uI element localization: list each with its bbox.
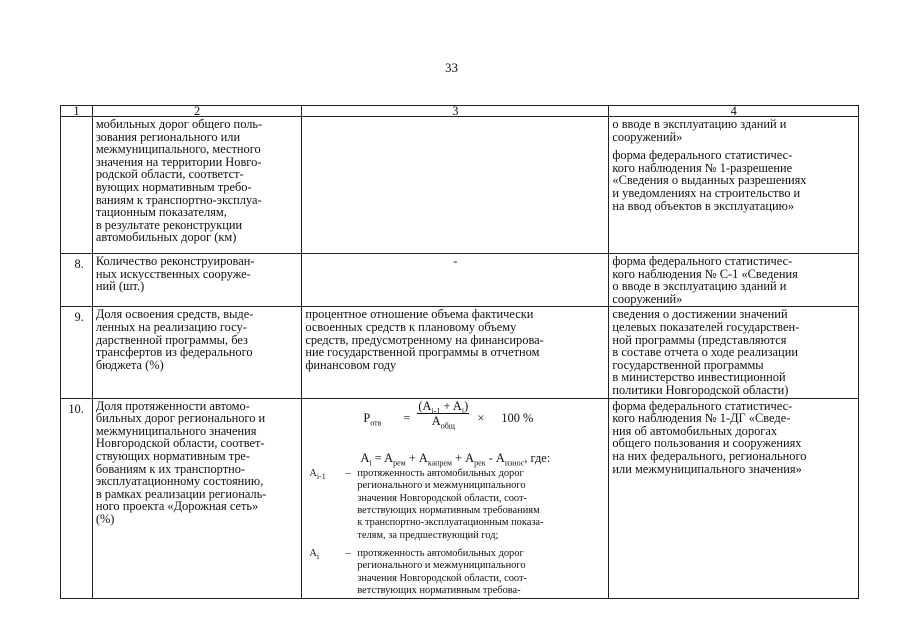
text-line: на ввод объектов в эксплуатацию» <box>612 198 795 213</box>
text-line: тационным показателям, <box>95 205 227 220</box>
text-line: эксплуатационному состоянию, <box>95 474 264 489</box>
table-row-9 <box>61 307 859 398</box>
header-col-3: 3 <box>302 106 609 117</box>
page-number: 33 <box>445 60 458 75</box>
header-col-4: 4 <box>609 106 859 117</box>
table-header-row <box>61 106 859 117</box>
text-line: о вводе в эксплуатацию зданий и <box>612 117 787 131</box>
text-line: и уведомлениях на строительство и <box>612 185 801 200</box>
indicator-name-text <box>96 308 299 371</box>
text-line: форма федерального статистичес- <box>612 148 793 163</box>
text-line: ствующих нормативным тре- <box>95 448 251 463</box>
text-line: Доля протяженности автомо- <box>95 398 250 413</box>
row-number-cell <box>61 254 93 307</box>
text-line: форма федерального статистичес- <box>612 398 793 413</box>
text-line: ленных на реализацию госу- <box>95 319 247 334</box>
formula-denominator: $A_{общ}$ <box>431 414 455 431</box>
source-text-a <box>612 118 855 143</box>
text-line: протяженность автомобильных дорог <box>357 468 524 480</box>
text-line: сооружений» <box>612 129 683 144</box>
formula-numerator: $(A_{i-1} + A_i)$ <box>418 398 469 415</box>
text-line: регионального и межмуниципального <box>357 480 526 492</box>
text-line: сведения о достижении значений <box>612 307 788 322</box>
legend-symbol: $A_i$ <box>309 547 320 561</box>
text-line: ние государственной программы в отчетном <box>305 345 540 360</box>
text-line: (%) <box>95 511 115 526</box>
text-line: общего пользования и сооружениях <box>612 436 802 451</box>
text-line: ных искусственных сооруже- <box>95 266 251 281</box>
source-text-b <box>612 149 855 212</box>
header-col-1: 1 <box>61 106 93 117</box>
sum-formula: $A_i = A_{рем} + A_{капрем} + A_{рек} - A_{износ}$, где: <box>360 450 551 467</box>
formula-equals: = <box>403 410 411 425</box>
text-line: сооружений» <box>612 291 683 306</box>
indicator-name-cell <box>92 398 302 599</box>
legend-dash: – <box>345 547 351 559</box>
indicator-name-cell <box>92 117 302 254</box>
row-number: 8. <box>74 257 84 271</box>
text-line: в министерство инвестиционной <box>612 370 786 385</box>
row-number-cell <box>61 117 93 254</box>
text-line: мобильных дорог общего поль- <box>95 117 263 131</box>
text-line: значения Новгородской области, соот- <box>357 572 527 584</box>
indicator-name-text <box>96 118 299 244</box>
text-line: «Сведения о выданных разрешениях <box>612 173 807 188</box>
method-cell <box>302 398 609 599</box>
text-line: или межмуниципального значения» <box>612 461 802 476</box>
formula-lhs: $P_{отв}$ <box>363 410 382 427</box>
text-line: средств, предусмотренному на финансирова- <box>305 332 544 347</box>
text-line: освоенных средств к плановому объему <box>305 319 517 334</box>
table-row-8 <box>61 254 859 307</box>
source-text <box>612 255 855 305</box>
text-line: значения на территории Новго- <box>95 154 262 169</box>
source-text <box>612 400 855 476</box>
indicator-name-text <box>96 255 299 293</box>
text-line: кого наблюдения № С-1 «Сведения <box>612 266 798 281</box>
text-line: бованиям к их транспортно- <box>95 461 246 476</box>
text-line: Доля освоения средств, выде- <box>95 307 254 322</box>
text-line: на них федерального, регионального <box>612 448 807 463</box>
text-line: Новгородской области, соответ- <box>95 436 265 451</box>
text-line: трансфертов из федерального <box>95 345 253 360</box>
text-line: политики Новгородской области) <box>612 382 789 397</box>
method-text <box>305 308 605 371</box>
row-number: 10. <box>68 401 84 416</box>
row-number-cell <box>61 398 93 599</box>
legend-symbol: $A_{i-1}$ <box>309 468 326 482</box>
text-line: в составе отчета о ходе реализации <box>612 345 798 360</box>
legend-text <box>357 548 605 597</box>
text-line: государственной программы <box>612 357 764 372</box>
text-line: автомобильных дорог (км) <box>95 230 237 245</box>
formula <box>305 400 605 452</box>
indicator-name-cell <box>92 307 302 398</box>
text-line: к транспортно-эксплуатационным показа- <box>357 517 544 529</box>
text-line: ной программы (представляются <box>612 332 787 347</box>
table-row-continuation <box>61 117 859 254</box>
text-line: Количество реконструирован- <box>95 254 255 268</box>
row-number-cell <box>61 307 93 398</box>
method-cell <box>302 307 609 398</box>
text-line: вующих нормативным требо- <box>95 179 252 194</box>
text-line: регионального и межмуниципального <box>357 560 526 572</box>
source-cell <box>609 398 859 599</box>
text-line: процентное отношение объема фактически <box>305 307 534 322</box>
text-line: телям, за предшествующий год; <box>357 529 499 541</box>
text-line: протяженность автомобильных дорог <box>357 547 524 559</box>
method-cell <box>302 117 609 254</box>
method-cell <box>302 254 609 307</box>
formula-legend <box>305 468 605 597</box>
text-line: в результате реконструкции <box>95 217 243 232</box>
indicator-name-cell <box>92 254 302 307</box>
legend-dash: – <box>345 468 351 480</box>
legend-text <box>357 468 605 542</box>
text-line: о вводе в эксплуатацию зданий и <box>612 279 787 294</box>
source-cell <box>609 117 859 254</box>
text-line: межмуниципального, местного <box>95 142 261 157</box>
text-line: финансовом году <box>305 357 397 372</box>
text-line: ваниям к транспортно-эксплуа- <box>95 192 262 207</box>
text-line: ветствующих нормативным требованиям <box>357 505 540 517</box>
text-line: ния об автомобильных дорогах <box>612 423 778 438</box>
method-dash: - <box>453 254 458 268</box>
text-line: ний (шт.) <box>95 279 145 294</box>
row-number: 9. <box>74 310 84 325</box>
text-line: кого наблюдения № 1-ДГ «Сведе- <box>612 411 791 426</box>
text-line: зования регионального или <box>95 129 241 144</box>
text-line: родской области, соответст- <box>95 167 244 182</box>
text-line: бильных дорог регионального и <box>95 411 266 426</box>
text-line: значения Новгородской области, соот- <box>357 492 527 504</box>
text-line: кого наблюдения № 1-разрешение <box>612 160 793 175</box>
text-line: ветствующих нормативным требова- <box>357 584 521 596</box>
text-line: форма федерального статистичес- <box>612 254 793 268</box>
text-line: ного проекта «Дорожная сеть» <box>95 499 259 514</box>
table-row-10 <box>61 398 859 599</box>
indicator-name-text <box>96 400 299 526</box>
text-line: дарственной программы, без <box>95 332 248 347</box>
formula-fraction <box>417 398 469 431</box>
text-line: межмуниципального значения <box>95 423 257 438</box>
source-cell <box>609 254 859 307</box>
source-text <box>612 308 855 396</box>
text-line: целевых показателей государствен- <box>612 319 800 334</box>
text-line: бюджета (%) <box>95 357 164 372</box>
indicators-table <box>60 105 859 599</box>
text-line: в рамках реализации региональ- <box>95 486 267 501</box>
formula-times: × <box>477 410 485 425</box>
formula-percent: 100 % <box>501 410 534 425</box>
source-cell <box>609 307 859 398</box>
header-col-2: 2 <box>92 106 302 117</box>
